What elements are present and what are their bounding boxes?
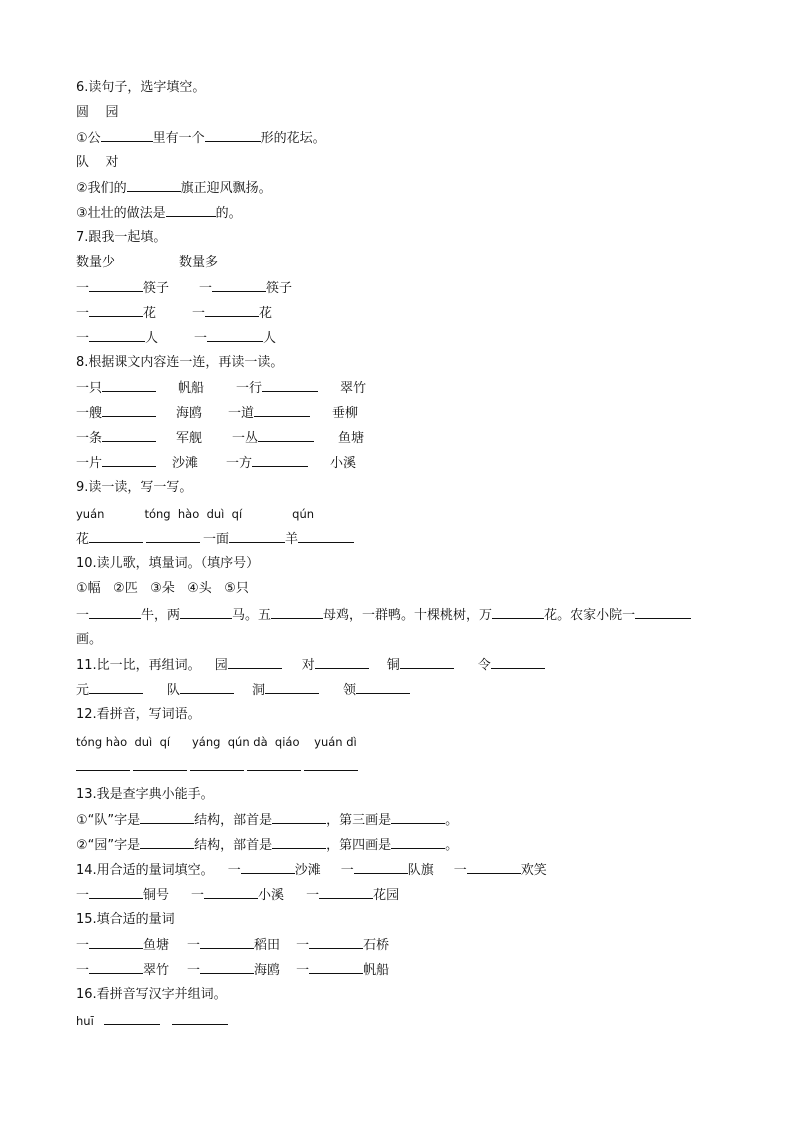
answer-blank[interactable] xyxy=(635,606,691,619)
noun-text: 队旗 xyxy=(407,863,434,878)
answer-blank[interactable] xyxy=(304,758,358,771)
q11-row-1 xyxy=(76,656,545,674)
q13-text: ①“队”字是 xyxy=(76,813,141,828)
pinyin-text: huī xyxy=(76,1014,94,1028)
q16-title: 16.看拼音写汉字并组词。 xyxy=(76,987,227,1002)
answer-blank[interactable] xyxy=(467,861,521,874)
answer-blank[interactable] xyxy=(89,304,143,317)
q14-row-1 xyxy=(76,861,547,879)
noun-text: 人 xyxy=(145,331,159,346)
q6-char-pair-2: 队 对 xyxy=(76,155,119,170)
answer-blank[interactable] xyxy=(315,656,369,669)
answer-blank[interactable] xyxy=(391,836,445,849)
answer-blank[interactable] xyxy=(102,454,156,467)
yi-text: 一 xyxy=(340,863,354,878)
noun-text: 筷子 xyxy=(143,281,170,296)
q6-char-pair-1: 圆 园 xyxy=(76,105,119,120)
q15-row-1 xyxy=(76,936,389,954)
q7-title: 7.跟我一起填。 xyxy=(76,230,167,245)
answer-blank[interactable] xyxy=(356,681,410,694)
noun-text: 小溪 xyxy=(330,456,357,471)
answer-blank[interactable] xyxy=(89,606,141,619)
q6-s1-text-c: 形的花坛。 xyxy=(260,131,326,146)
song-text: 一 xyxy=(76,608,90,623)
char-text: 令 xyxy=(477,658,491,673)
answer-blank[interactable] xyxy=(200,936,254,949)
answer-blank[interactable] xyxy=(127,179,181,192)
q14-row-2 xyxy=(76,886,399,904)
pinyin-text: tóng hào duì qí xyxy=(144,507,243,521)
answer-blank[interactable] xyxy=(272,836,326,849)
q7-row-1 xyxy=(76,279,292,297)
q7-row-3 xyxy=(76,329,276,347)
noun-text: 花园 xyxy=(373,888,400,903)
q11-title: 11.比一比，再组词。 xyxy=(76,658,201,673)
noun-text: 帆船 xyxy=(363,963,390,978)
noun-text: 帆船 xyxy=(178,381,205,396)
yi-text: 一 xyxy=(187,963,201,978)
answer-blank[interactable] xyxy=(204,886,258,899)
answer-blank[interactable] xyxy=(207,329,263,342)
noun-text: 花 xyxy=(259,306,273,321)
answer-blank[interactable] xyxy=(89,961,143,974)
q13-text: 。 xyxy=(445,813,459,828)
q6-title: 6.读句子，选字填空。 xyxy=(76,80,206,95)
noun-text: 铜号 xyxy=(143,888,170,903)
answer-blank[interactable] xyxy=(309,961,363,974)
q13-text: ，第三画是 xyxy=(326,813,392,828)
answer-blank[interactable] xyxy=(140,836,194,849)
q8-row-3 xyxy=(76,429,364,447)
answer-blank[interactable] xyxy=(180,606,232,619)
yi-text: 一 xyxy=(187,938,201,953)
answer-blank[interactable] xyxy=(89,530,143,543)
measure-word: 一道 xyxy=(228,406,255,421)
q13-title: 13.我是查字典小能手。 xyxy=(76,787,214,802)
answer-blank[interactable] xyxy=(172,1012,228,1025)
measure-word: 一行 xyxy=(236,381,263,396)
answer-blank[interactable] xyxy=(272,811,326,824)
measure-word: 一片 xyxy=(76,456,103,471)
q7-row-2 xyxy=(76,304,272,322)
measure-word: 一条 xyxy=(76,431,103,446)
answer-blank[interactable] xyxy=(309,936,363,949)
song-text: 牛，两 xyxy=(141,608,181,623)
answer-blank[interactable] xyxy=(89,886,143,899)
yi-text: 一 xyxy=(76,888,90,903)
char-text: 园 xyxy=(214,658,228,673)
q6-s1-text-b: 里有一个 xyxy=(152,131,205,146)
yi-text: 一 xyxy=(191,888,205,903)
noun-text: 沙滩 xyxy=(294,863,321,878)
answer-blank[interactable] xyxy=(205,304,259,317)
answer-blank[interactable] xyxy=(354,861,408,874)
answer-blank[interactable] xyxy=(241,861,295,874)
q12-answer-row xyxy=(76,758,358,776)
word-text: 一面 xyxy=(203,532,230,547)
q16-row xyxy=(76,1012,228,1030)
char-text: 对 xyxy=(301,658,315,673)
answer-blank[interactable] xyxy=(190,758,244,771)
q9-answer-row xyxy=(76,530,354,548)
q15-title: 15.填合适的量词 xyxy=(76,912,175,927)
answer-blank[interactable] xyxy=(205,129,261,142)
yi-text: 一 xyxy=(76,306,90,321)
noun-text: 人 xyxy=(263,331,277,346)
song-text: 花。农家小院一 xyxy=(544,608,636,623)
noun-text: 海鸥 xyxy=(176,406,203,421)
noun-text: 欢笑 xyxy=(520,863,547,878)
yi-text: 一 xyxy=(453,863,467,878)
noun-text: 鱼塘 xyxy=(338,431,365,446)
answer-blank[interactable] xyxy=(254,404,310,417)
answer-blank[interactable] xyxy=(319,886,373,899)
noun-text: 海鸥 xyxy=(254,963,281,978)
q6-s2-text-a: ②我们的 xyxy=(76,181,127,196)
q13-line-2 xyxy=(76,836,458,854)
answer-blank[interactable] xyxy=(146,530,200,543)
measure-word: 一方 xyxy=(226,456,253,471)
char-text: 铜 xyxy=(386,658,400,673)
answer-blank[interactable] xyxy=(102,429,156,442)
answer-blank[interactable] xyxy=(491,656,545,669)
q12-pinyin: tóng hào duì qí yáng qún dà qiáo yuán dì xyxy=(76,735,357,749)
q10-song-line-1 xyxy=(76,606,691,624)
answer-blank[interactable] xyxy=(89,279,143,292)
q6-s1-text-a: ①公 xyxy=(76,131,101,146)
q13-line-1 xyxy=(76,811,458,829)
answer-blank[interactable] xyxy=(76,758,130,771)
q15-row-2 xyxy=(76,961,389,979)
char-text: 洞 xyxy=(252,683,266,698)
word-text: 花 xyxy=(76,532,90,547)
yi-text: 一 xyxy=(199,281,213,296)
q6-sentence-1 xyxy=(76,129,326,147)
answer-blank[interactable] xyxy=(89,681,143,694)
yi-text: 一 xyxy=(76,938,90,953)
song-text: 马。五 xyxy=(232,608,272,623)
answer-blank[interactable] xyxy=(492,606,544,619)
answer-blank[interactable] xyxy=(400,656,454,669)
q11-row-2 xyxy=(76,681,410,699)
song-text: 母鸡，一群鸭。十棵桃树，万 xyxy=(323,608,493,623)
noun-text: 石桥 xyxy=(363,938,390,953)
q8-row-2 xyxy=(76,404,358,422)
answer-blank[interactable] xyxy=(102,404,156,417)
answer-blank[interactable] xyxy=(262,379,318,392)
answer-blank[interactable] xyxy=(89,936,143,949)
yi-text: 一 xyxy=(296,963,310,978)
yi-text: 一 xyxy=(194,331,208,346)
noun-text: 沙滩 xyxy=(172,456,199,471)
answer-blank[interactable] xyxy=(104,1012,160,1025)
answer-blank[interactable] xyxy=(391,811,445,824)
pinyin-text: yuán xyxy=(76,507,105,521)
noun-text: 翠竹 xyxy=(340,381,367,396)
q6-sentence-3 xyxy=(76,204,242,222)
answer-blank[interactable] xyxy=(258,429,314,442)
q6-sentence-2 xyxy=(76,179,272,197)
answer-blank[interactable] xyxy=(102,379,156,392)
answer-blank[interactable] xyxy=(133,758,187,771)
q6-s2-text-b: 旗正迎风飘扬。 xyxy=(180,181,272,196)
q6-s3-text-a: ③壮壮的做法是 xyxy=(76,206,166,221)
char-text: 领 xyxy=(343,683,357,698)
answer-blank[interactable] xyxy=(140,811,194,824)
answer-blank[interactable] xyxy=(229,530,285,543)
noun-text: 小溪 xyxy=(258,888,285,903)
pinyin-text: qún xyxy=(292,507,315,521)
answer-blank[interactable] xyxy=(101,129,153,142)
q10-options: ①幅 ②匹 ③朵 ④头 ⑤只 xyxy=(76,581,249,596)
noun-text: 稻田 xyxy=(254,938,281,953)
q14-title: 14.用合适的量词填空。 xyxy=(76,863,214,878)
q10-song-line-2: 画。 xyxy=(76,632,103,647)
q7-header-many: 数量多 xyxy=(179,255,219,270)
noun-text: 鱼塘 xyxy=(143,938,170,953)
answer-blank[interactable] xyxy=(89,329,145,342)
answer-blank[interactable] xyxy=(166,204,216,217)
q6-s3-text-b: 的。 xyxy=(215,206,242,221)
q7-headers xyxy=(76,254,218,272)
answer-blank[interactable] xyxy=(271,606,323,619)
q13-text: 结构，部首是 xyxy=(194,813,273,828)
yi-text: 一 xyxy=(192,306,206,321)
answer-blank[interactable] xyxy=(265,681,319,694)
noun-text: 筷子 xyxy=(266,281,293,296)
q7-header-few: 数量少 xyxy=(76,255,116,270)
yi-text: 一 xyxy=(76,331,90,346)
q13-text: 结构，部首是 xyxy=(194,838,273,853)
q9-title: 9.读一读，写一写。 xyxy=(76,480,193,495)
measure-word: 一丛 xyxy=(232,431,259,446)
q12-title: 12.看拼音，写词语。 xyxy=(76,707,201,722)
q8-row-4 xyxy=(76,454,356,472)
answer-blank[interactable] xyxy=(228,656,282,669)
yi-text: 一 xyxy=(306,888,320,903)
yi-text: 一 xyxy=(76,963,90,978)
q8-row-1 xyxy=(76,379,366,397)
noun-text: 花 xyxy=(143,306,157,321)
q13-text: ②“园”字是 xyxy=(76,838,141,853)
char-text: 队 xyxy=(167,683,181,698)
answer-blank[interactable] xyxy=(298,530,354,543)
answer-blank[interactable] xyxy=(212,279,266,292)
answer-blank[interactable] xyxy=(252,454,308,467)
word-text: 羊 xyxy=(285,532,299,547)
measure-word: 一艘 xyxy=(76,406,103,421)
yi-text: 一 xyxy=(296,938,310,953)
q8-title: 8.根据课文内容连一连，再读一读。 xyxy=(76,355,284,370)
noun-text: 垂柳 xyxy=(332,406,359,421)
yi-text: 一 xyxy=(76,281,90,296)
q13-text: ，第四画是 xyxy=(326,838,392,853)
q13-text: 。 xyxy=(445,838,459,853)
measure-word: 一只 xyxy=(76,381,103,396)
char-text: 元 xyxy=(76,683,90,698)
answer-blank[interactable] xyxy=(247,758,301,771)
noun-text: 军舰 xyxy=(176,431,203,446)
answer-blank[interactable] xyxy=(200,961,254,974)
q9-pinyin-row xyxy=(76,505,314,523)
noun-text: 翠竹 xyxy=(143,963,170,978)
yi-text: 一 xyxy=(227,863,241,878)
answer-blank[interactable] xyxy=(180,681,234,694)
q10-title: 10.读儿歌，填量词。（填序号） xyxy=(76,556,260,571)
